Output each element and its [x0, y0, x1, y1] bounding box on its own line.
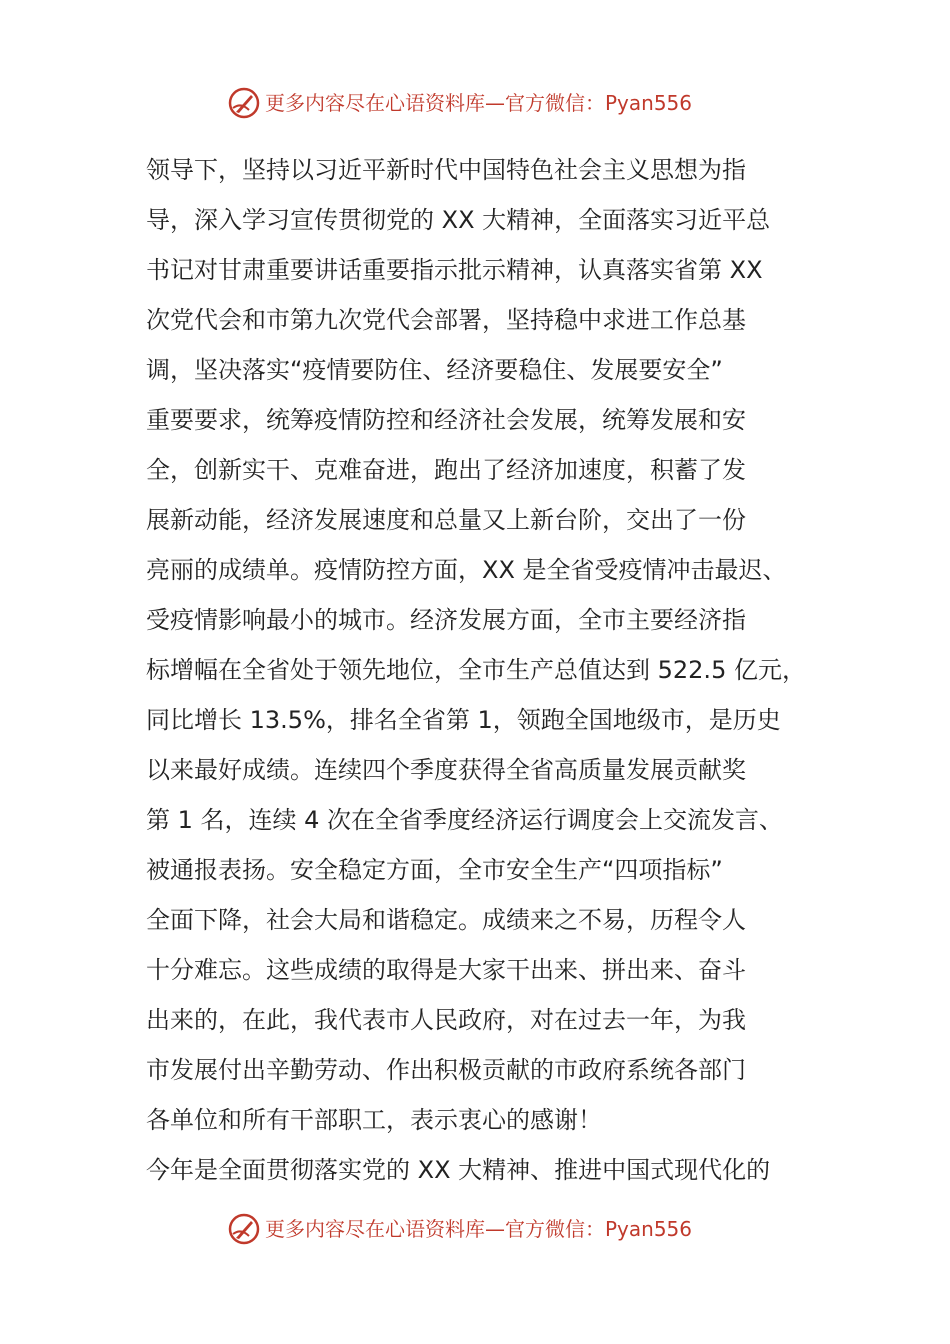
text-line: 各单位和所有干部职工，表示衷心的感谢！ — [146, 1106, 602, 1134]
quill-logo-icon — [227, 86, 261, 120]
text-line: 领导下，坚持以习近平新时代中国特色社会主义思想为指 — [146, 156, 746, 184]
text-line: 市发展付出辛勤劳动、作出积极贡献的市政府系统各部门 — [146, 1056, 746, 1084]
header-banner — [0, 84, 950, 124]
text-line: 导，深入学习宣传贯彻党的 XX 大精神，全面落实习近平总 — [146, 206, 771, 234]
text-line: 以来最好成绩。连续四个季度获得全省高质量发展贡献奖 — [146, 756, 746, 784]
text-line: 今年是全面贯彻落实党的 XX 大精神、推进中国式现代化的 — [146, 1156, 771, 1184]
text-line: 全，创新实干、克难奋进，跑出了经济加速度，积蓄了发 — [146, 456, 746, 484]
text-line: 标增幅在全省处于领先地位，全市生产总值达到 522.5 亿元， — [146, 656, 806, 684]
text-line: 调，坚决落实“疫情要防住、经济要稳住、发展要安全” — [146, 356, 723, 384]
text-line: 第 1 名，连续 4 次在全省季度经济运行调度会上交流发言、 — [146, 806, 784, 834]
text-line: 展新动能，经济发展速度和总量又上新台阶，交出了一份 — [146, 506, 746, 534]
quill-logo-icon — [227, 1212, 261, 1246]
text-line: 出来的，在此，我代表市人民政府，对在过去一年，为我 — [146, 1006, 746, 1034]
text-line: 受疫情影响最小的城市。经济发展方面，全市主要经济指 — [146, 606, 746, 634]
text-line: 全面下降，社会大局和谐稳定。成绩来之不易，历程令人 — [146, 906, 746, 934]
footer-banner — [0, 1210, 950, 1250]
banner-text: 更多内容尽在心语资料库—官方微信：Pyan556 — [265, 1217, 693, 1241]
banner-text: 更多内容尽在心语资料库—官方微信：Pyan556 — [265, 91, 693, 115]
text-line: 亮丽的成绩单。疫情防控方面，XX 是全省受疫情冲击最迟、 — [146, 556, 787, 584]
text-line: 书记对甘肃重要讲话重要指示批示精神，认真落实省第 XX — [146, 256, 763, 284]
text-line: 十分难忘。这些成绩的取得是大家干出来、拼出来、奋斗 — [146, 956, 746, 984]
text-line: 次党代会和市第九次党代会部署，坚持稳中求进工作总基 — [146, 306, 746, 334]
text-line: 重要要求，统筹疫情防控和经济社会发展，统筹发展和安 — [146, 406, 746, 434]
text-line: 同比增长 13.5%，排名全省第 1，领跑全国地级市，是历史 — [146, 706, 781, 734]
text-line: 被通报表扬。安全稳定方面，全市安全生产“四项指标” — [146, 856, 723, 884]
